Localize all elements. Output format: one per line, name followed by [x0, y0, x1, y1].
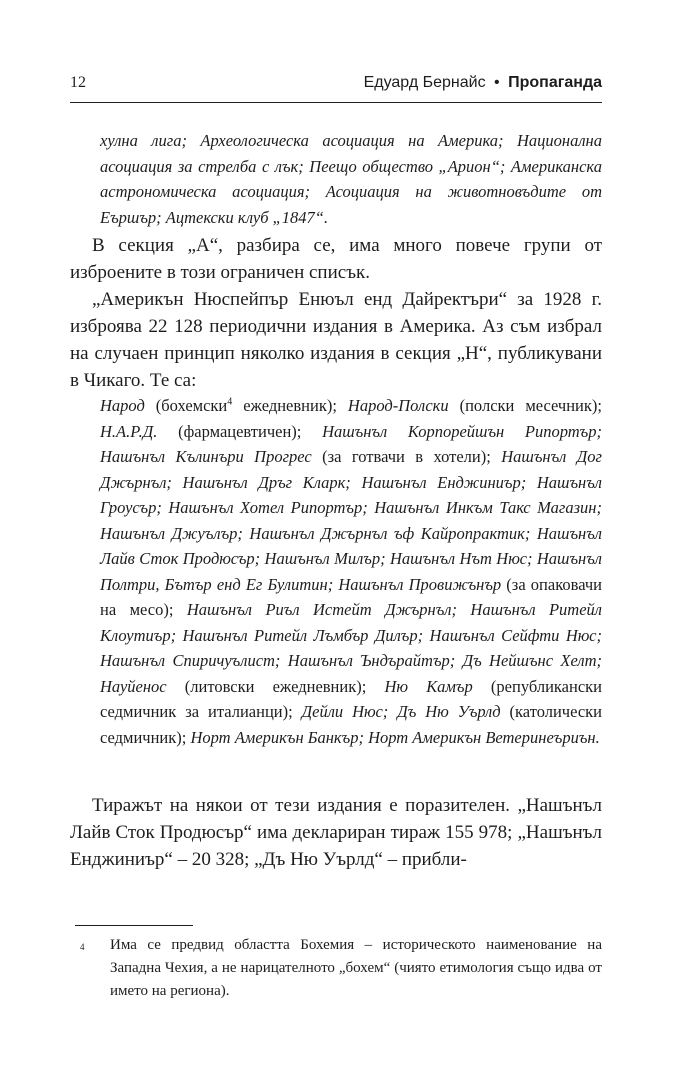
publication-list [100, 393, 602, 750]
footnote-text: Има се предвид областта Бохемия – историческото наименование на Западна Чехия, а не нарицателното „бохем“ (чиято етимология също идва от името на региона). [110, 937, 602, 999]
footnote-reference[interactable]: 4 [227, 396, 233, 408]
list-note-1: (бохемски [144, 396, 228, 415]
header-rule [70, 102, 602, 103]
list-item-group-3: Нашънъл Риъл Истейт Джърнъл; Нашънъл Ритейл Клоутиър; Нашънъл Ритейл Лъмбър Дилър; Нашънъл Сейфти Нюс; Нашънъл Спиричуълист; Нашънъл Ъндърайтър; Дъ Нейшънс Хелт; Науйенос [100, 600, 602, 696]
quote-continuation: хулна лига; Археологическа асоциация на Америка; Национална асоциация за стрелба с лък; Пеещо общество „Арион“; Американска астрономическа асоциация; Асоциация на животновъдите от Еършър; Ацтекски клуб „1847“. [100, 131, 602, 227]
list-item-nard: Н.А.Р.Д. [100, 421, 158, 441]
list-item-new-comer: Ню Камър [384, 676, 473, 696]
list-item-narod: Народ [100, 396, 145, 415]
footnote-rule [75, 925, 193, 926]
list-note-7: (литовски ежедневник); [166, 676, 385, 696]
list-note-8: (републикански седмичник за италианци); [100, 676, 603, 721]
list-item-group-1: Нашънъл Корпорейшън Рипортър; Нашънъл Кълинъри Прогрес [100, 421, 602, 466]
list-note-5: (за готвачи в хотели); [311, 447, 502, 466]
list-item-group-4: Дейли Нюс; Дъ Ню Уърлд [301, 702, 501, 721]
header-right [364, 74, 602, 92]
list-note-9: (католически седмичник); [100, 702, 603, 747]
paragraph-circulation: Тиражът на някои от тези издания е поразителен. „Нашънъл Лайв Сток Продюсър“ има деклариран тираж 155 978; „Нашънъл Енджиниър“ – 20 328; „Дъ Ню Уърлд“ – прибли- [70, 795, 602, 870]
list-note-3: (полски месечник); [448, 396, 602, 415]
list-note-4: (фармацевтичен); [157, 421, 323, 441]
running-header [70, 74, 602, 100]
footnote [80, 934, 602, 1003]
list-note-2: ежедневник); [232, 396, 348, 415]
header-author: Едуард Бернайс [363, 74, 486, 91]
list-item-group-2: Нашънъл Дог Джърнъл; Нашънъл Дръг Кларк; Нашънъл Енджиниър; Нашънъл Гроусър; Нашънъл Хотел Рипортър; Нашънъл Инкъм Такс Магазин; Нашънъл Джуълър; Нашънъл Джърнъл ъф Кайропрактик; Нашънъл Лайв Сток Продюсър; Нашънъл Милър; Нашънъл Нът Нюс; Нашънъл Полтри, Бътър енд Ег Булитин; Нашънъл Провижънър [100, 447, 602, 594]
header-bullet: • [494, 74, 500, 91]
list-item-narod-polski: Народ-Полски [347, 396, 449, 415]
header-book-title: Пропаганда [508, 74, 602, 91]
paragraph-section-a: В секция „А“, разбира се, има много повече групи от изброените в този ограничен списък. [70, 235, 602, 283]
page-number: 12 [70, 74, 86, 91]
list-item-group-5: Норт Америкън Банкър; Норт Америкън Ветеринеъриън. [190, 727, 600, 747]
list-note-6: (за опаковачи на месо); [100, 574, 602, 619]
footnote-mark: 4 [80, 942, 85, 952]
paragraph-newspaper-directory: „Америкън Нюспейпър Енюъл енд Дайректъри“ за 1928 г. изброява 22 128 периодични издания в Америка. Аз съм избрал на случаен принцип няколко издания в секция „Н“, публикувани в Чикаго. Те са: [70, 289, 602, 391]
